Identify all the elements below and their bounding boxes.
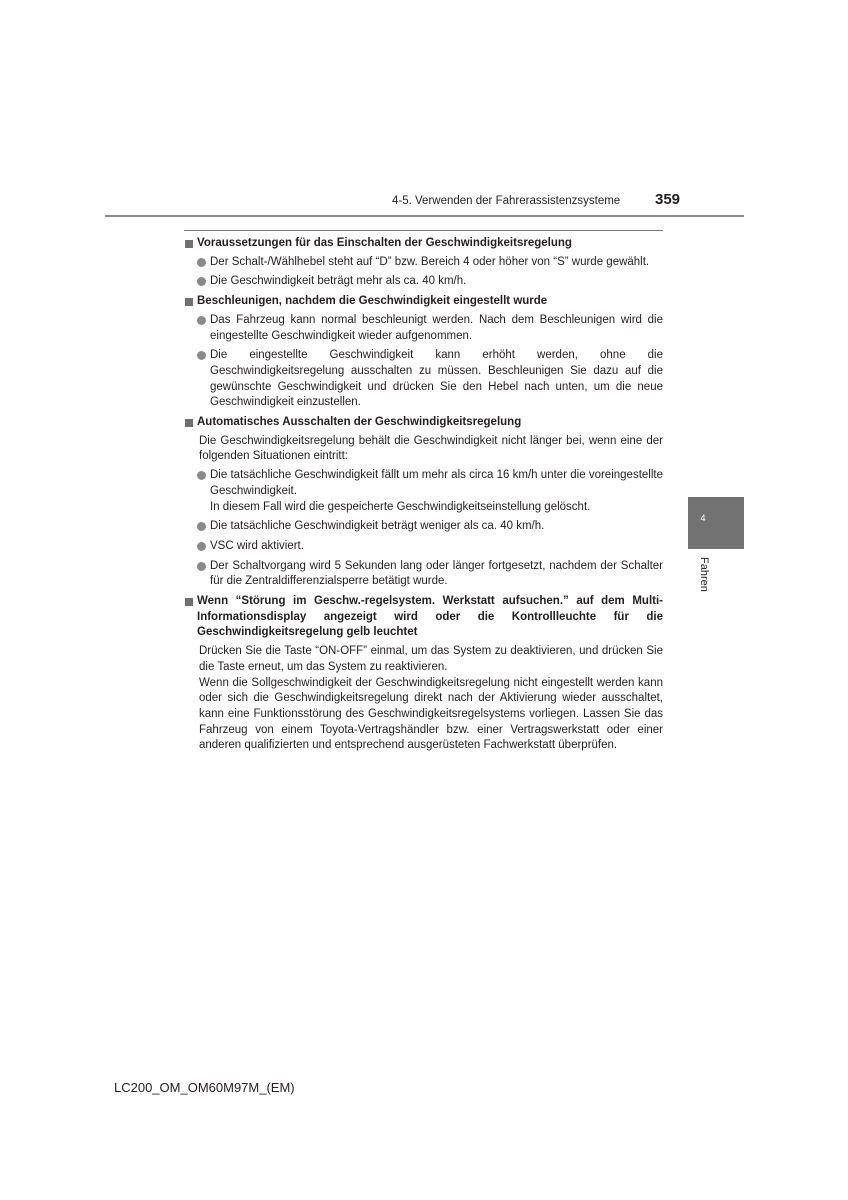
- list-item-text: Der Schaltvorgang wird 5 Sekunden lang oder länger fortgesetzt, nachdem der Schalter für die Zentraldifferenzialsperre betätigt wurde.: [210, 559, 663, 588]
- list-item-text: VSC wird aktiviert.: [210, 539, 304, 552]
- circle-bullet-icon: [197, 277, 206, 286]
- section-title-malfunction: [184, 594, 663, 641]
- circle-bullet-icon: [197, 351, 206, 360]
- running-header-section: 4-5. Verwenden der Fahrerassistenzsysteme: [392, 195, 621, 207]
- circle-bullet-icon: [197, 471, 206, 480]
- square-bullet-icon: [185, 298, 193, 306]
- header-divider: [105, 215, 744, 217]
- section-title-activation-conditions: [184, 236, 663, 252]
- circle-bullet-icon: [197, 258, 206, 267]
- square-bullet-icon: [185, 419, 193, 427]
- document-code: LC200_OM_OM60M97M_(EM): [114, 1080, 295, 1095]
- list-item: [184, 348, 663, 411]
- section-title-acceleration: [184, 294, 663, 310]
- list-item-text: Das Fahrzeug kann normal beschleunigt werden. Nach dem Beschleunigen wird die eingestellte Geschwindigkeit wieder aufgenommen.: [210, 313, 663, 342]
- content-top-divider: [184, 230, 663, 231]
- page-body: [184, 236, 663, 757]
- circle-bullet-icon: [197, 562, 206, 571]
- chapter-number: 4: [700, 513, 706, 523]
- chapter-tab: [688, 497, 744, 549]
- list-item-text: Die eingestellte Geschwindigkeit kann erhöht werden, ohne die Geschwindigkeitsregelung ausschalten zu müssen. Beschleunigen Sie dazu auf die gewünschte Geschwindigkeit und drücken Sie den Hebel nach unten, um die neue Geschwindigkeit einzustellen.: [210, 349, 663, 409]
- section-title-text: Voraussetzungen für das Einschalten der Geschwindigkeitsregelung: [197, 237, 572, 249]
- list-item: [184, 255, 663, 271]
- section-title-automatic-cancel: [184, 415, 663, 431]
- section-title-text: Wenn “Störung im Geschw.-regelsystem. Werkstatt aufsuchen.” auf dem Multi-Informationsdisplay angezeigt wird oder die Kontrollleuchte für die Geschwindigkeitsregelung gelb leuchtet: [197, 595, 663, 639]
- circle-bullet-icon: [197, 316, 206, 325]
- page-number: 359: [655, 191, 681, 208]
- section-paragraph: Drücken Sie die Taste “ON-OFF” einmal, um das System zu deaktivieren, und drücken Sie die Taste erneut, um das System zu reaktivieren.: [199, 645, 663, 673]
- list-item-text: Der Schalt-/Wählhebel steht auf “D” bzw. Bereich 4 oder höher von “S” wurde gewählt.: [210, 255, 650, 268]
- section-title-text: Automatisches Ausschalten der Geschwindigkeitsregelung: [197, 416, 522, 429]
- section-intro: Die Geschwindigkeitsregelung behält die Geschwindigkeit nicht länger bei, wenn eine der folgenden Situationen eintritt:: [199, 434, 663, 463]
- square-bullet-icon: [185, 598, 193, 606]
- list-item: [184, 519, 663, 535]
- list-item-text: Die Geschwindigkeit beträgt mehr als ca. 40 km/h.: [210, 275, 467, 288]
- list-item: [184, 539, 663, 555]
- list-item: [184, 559, 663, 590]
- list-item-text: Die tatsächliche Geschwindigkeit fällt um mehr als circa 16 km/h unter die voreingestellte Geschwindigkeit.: [210, 469, 663, 497]
- list-item-note: In diesem Fall wird die gespeicherte Geschwindigkeitseinstellung gelöscht.: [210, 500, 591, 513]
- list-item-text: Die tatsächliche Geschwindigkeit beträgt weniger als ca. 40 km/h.: [210, 520, 545, 533]
- section-paragraph: Wenn die Sollgeschwindigkeit der Geschwindigkeitsregelung nicht eingestellt werden kann oder sich die Geschwindigkeitsregelung direkt nach der Aktivierung wieder ausschaltet, kann eine Funktionsstörung des Geschwindigkeitsregelsystems vorliegen. Lassen Sie das Fahrzeug von einem Toyota-Vertragshändler bzw. einer Vertragswerkstatt oder einer anderen qualifizierten und entsprechend ausgerüsteten Fachwerkstatt überprüfen.: [199, 676, 663, 752]
- list-item: [184, 313, 663, 344]
- list-item: [184, 274, 663, 290]
- section-title-text: Beschleunigen, nachdem die Geschwindigkeit eingestellt wurde: [197, 295, 548, 308]
- list-item: [184, 468, 663, 515]
- circle-bullet-icon: [197, 542, 206, 551]
- square-bullet-icon: [185, 240, 193, 248]
- circle-bullet-icon: [197, 522, 206, 531]
- chapter-label: Fahren: [698, 557, 710, 592]
